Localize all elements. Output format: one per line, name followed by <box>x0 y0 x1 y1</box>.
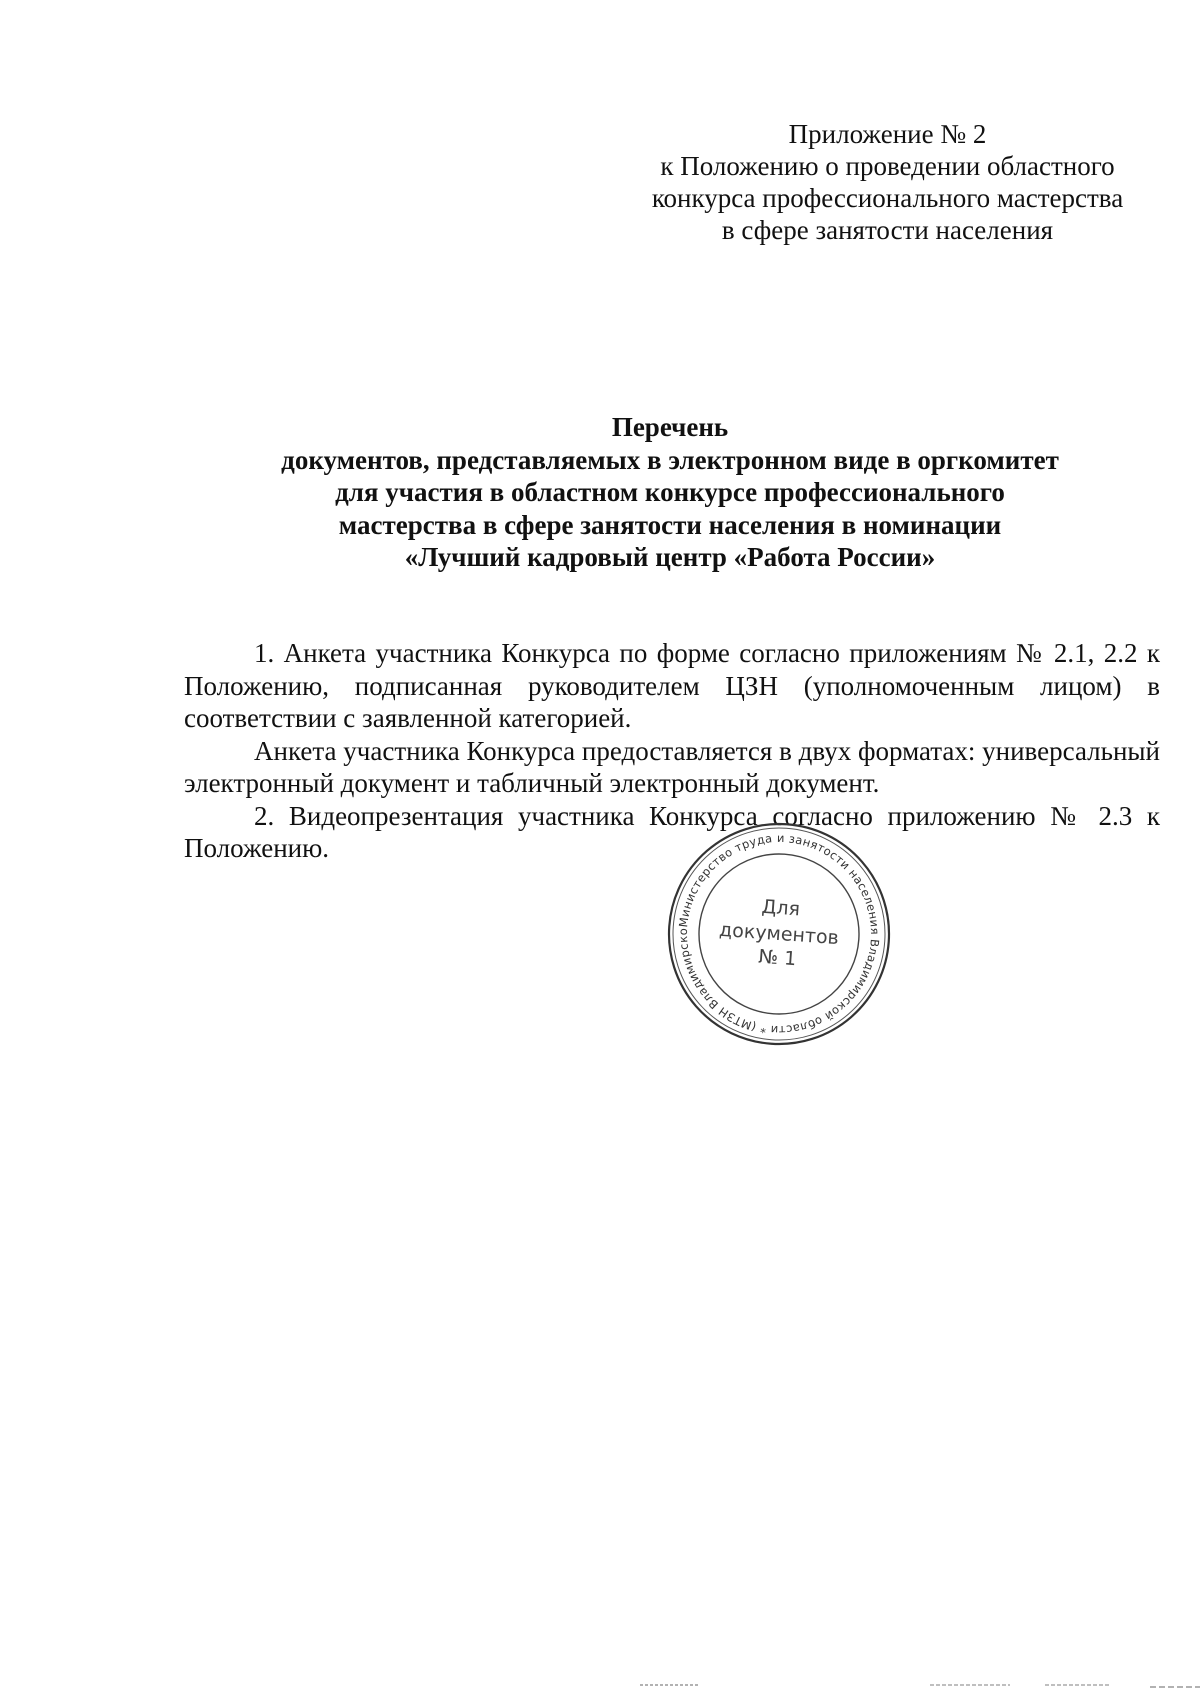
stamp-center-line-2: документов <box>718 918 840 950</box>
paragraph-formats: Анкета участника Конкурса предоставляется в двух форматах: универсальный электронный документ и табличный электронный документ. <box>184 735 1160 798</box>
official-stamp <box>663 818 895 1050</box>
title-heading: Перечень <box>611 412 729 442</box>
appendix-ref-line: в сфере занятости населения <box>721 215 1054 245</box>
stamp-ring-text: Министерство труда и занятости населения Владимирской области * (МТЗН Владимирской <box>675 830 883 1038</box>
stamp-center-line-1: Для <box>760 895 801 921</box>
appendix-ref-line: к Положению о проведении областного <box>660 151 1115 181</box>
document-title <box>180 411 1160 574</box>
paragraph-item-1: 1. Анкета участника Конкурса по форме согласно приложениям № 2.1, 2.2 к Положению, подписанная руководителем ЦЗН (уполномоченным лицом) в соответствии с заявленной категорией. <box>184 638 1160 733</box>
title-line: «Лучший кадровый центр «Работа России» <box>404 542 936 572</box>
title-line: для участия в областном конкурсе профессионального <box>335 477 1005 507</box>
scan-edge-marks <box>0 1675 1200 1691</box>
appendix-ref-line: конкурса профессионального мастерства <box>651 183 1124 213</box>
appendix-number: Приложение № 2 <box>788 119 987 149</box>
appendix-header <box>610 118 1165 246</box>
paragraph-item-2: 2. Видеопрезентация участника Конкурса согласно приложению № 2.3 к Положению. <box>184 800 1160 863</box>
stamp-center-line-3: № 1 <box>757 945 797 971</box>
title-line: документов, представляемых в электронном виде в оргкомитет <box>281 444 1059 475</box>
title-line: мастерства в сфере занятости населения в номинации <box>338 509 1002 540</box>
